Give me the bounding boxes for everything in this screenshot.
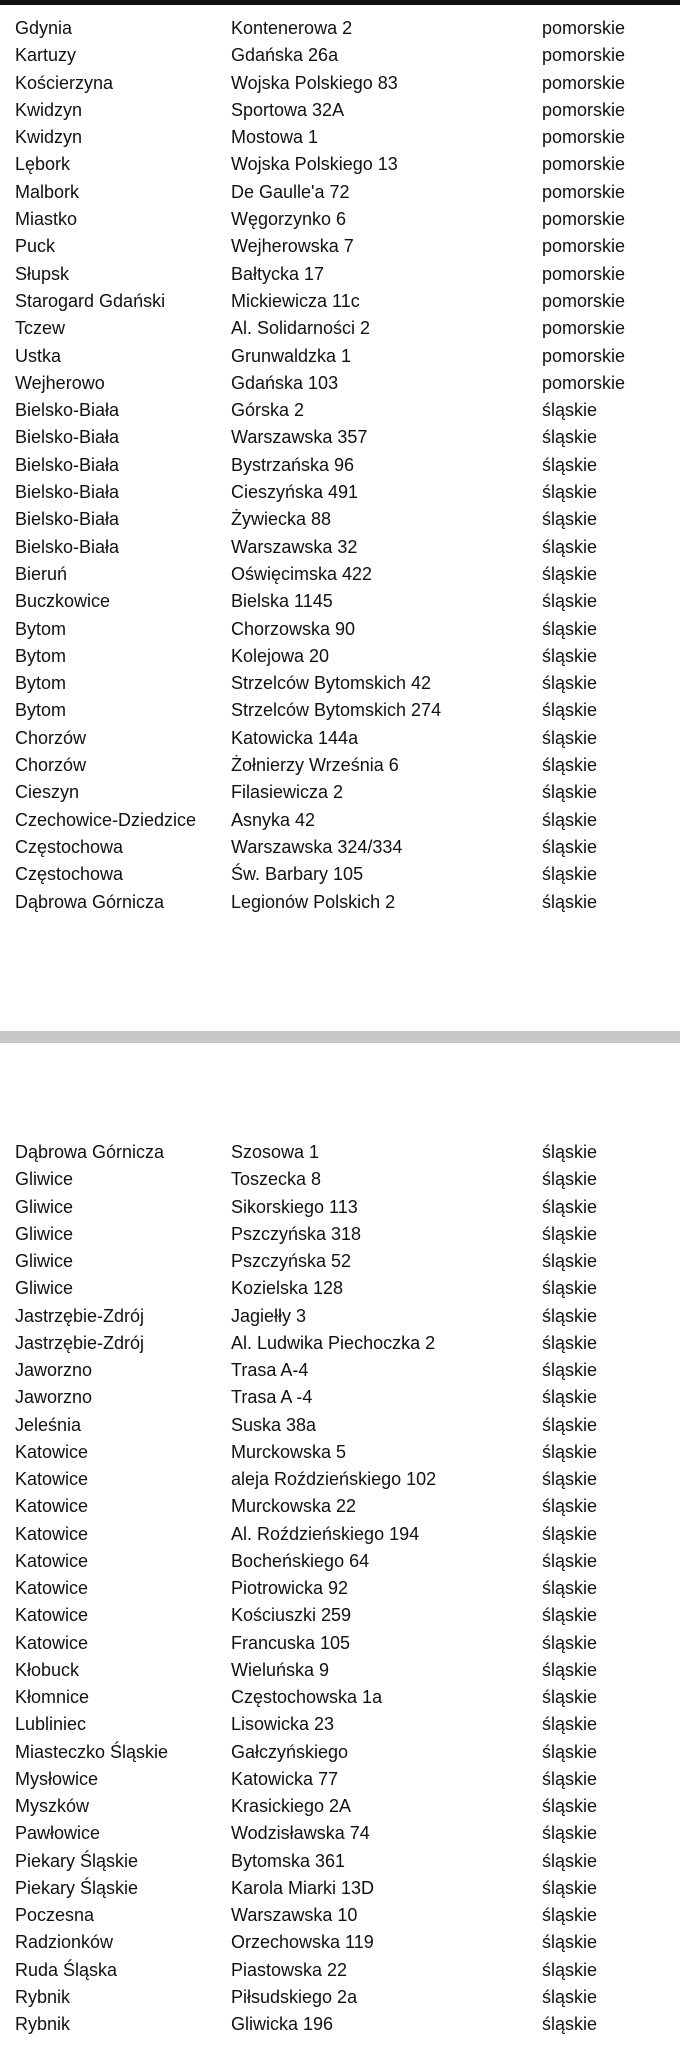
street-cell: Gdańska 26a <box>231 45 339 66</box>
city-cell: Chorzów <box>15 755 87 776</box>
table-row <box>0 124 680 151</box>
table-row <box>0 1929 680 1956</box>
table-row <box>0 452 680 479</box>
region-cell: śląskie <box>542 1278 598 1299</box>
city-cell: Bieruń <box>15 563 68 584</box>
street-cell: Kontenerowa 2 <box>231 18 353 38</box>
city-cell: Katowice <box>15 1605 89 1626</box>
region-cell: śląskie <box>542 1251 598 1271</box>
city-cell: Katowice <box>15 1632 89 1653</box>
table-row <box>0 179 680 206</box>
street-cell: Murckowska 5 <box>231 1441 347 1462</box>
city-cell: Lębork <box>15 154 71 175</box>
city-cell: Bielsko-Biała <box>15 509 120 530</box>
city-cell: Jaworzno <box>15 1387 93 1408</box>
region-cell: śląskie <box>542 618 598 639</box>
city-cell: Bytom <box>15 700 67 721</box>
street-cell: Bystrzańska 96 <box>231 454 355 475</box>
table-row <box>0 1330 680 1357</box>
table-row <box>0 834 680 861</box>
region-cell: śląskie <box>542 1959 598 1980</box>
city-cell: Malbork <box>15 181 80 202</box>
city-cell: Katowice <box>15 1550 89 1571</box>
region-cell: śląskie <box>542 1360 598 1380</box>
city-cell: Katowice <box>15 1578 89 1598</box>
region-cell: śląskie <box>542 809 598 830</box>
street-cell: Pszczyńska 52 <box>231 1251 352 1271</box>
region-cell: pomorskie <box>542 18 626 38</box>
address-table <box>0 15 680 916</box>
street-cell: Suska 38a <box>231 1414 317 1435</box>
city-cell: Poczesna <box>15 1905 95 1925</box>
street-cell: Mostowa 1 <box>231 127 319 148</box>
street-cell: Mickiewicza 11c <box>231 290 360 311</box>
table-row <box>0 42 680 69</box>
table-row <box>0 261 680 288</box>
region-cell: śląskie <box>542 782 598 803</box>
city-cell: Bielsko-Biała <box>15 427 120 448</box>
city-cell: Czechowice-Dziedzice <box>15 809 197 830</box>
street-cell: Gliwicka 196 <box>231 2014 334 2034</box>
table-row <box>0 670 680 697</box>
table-row <box>0 588 680 615</box>
region-cell: śląskie <box>542 1605 598 1626</box>
table-row <box>0 725 680 752</box>
street-cell: Piotrowicka 92 <box>231 1578 349 1598</box>
table-row <box>0 1630 680 1657</box>
city-cell: Bytom <box>15 618 67 639</box>
street-cell: Grunwaldzka 1 <box>231 345 352 366</box>
region-cell: śląskie <box>542 1823 598 1844</box>
document-page-2 <box>0 1043 680 2048</box>
street-cell: Chorzowska 90 <box>231 618 356 639</box>
street-cell: Bytomska 361 <box>231 1850 346 1871</box>
street-cell: Krasickiego 2A <box>231 1796 352 1816</box>
street-cell: Kościuszki 259 <box>231 1605 352 1626</box>
street-cell: Katowicka 144a <box>231 727 359 748</box>
table-row <box>0 1575 680 1602</box>
table-row <box>0 1384 680 1411</box>
city-cell: Katowice <box>15 1523 89 1544</box>
street-cell: Bielska 1145 <box>231 591 333 612</box>
street-cell: Gdańska 103 <box>231 372 339 393</box>
street-cell: Kolejowa 20 <box>231 645 330 666</box>
city-cell: Jastrzębie-Zdrój <box>15 1332 145 1353</box>
street-cell: Piłsudskiego 2a <box>231 1986 358 2007</box>
region-cell: śląskie <box>542 1986 598 2007</box>
table-row <box>0 1684 680 1711</box>
page-separator <box>0 1031 680 1043</box>
table-row <box>0 151 680 178</box>
city-cell: Gliwice <box>15 1169 74 1190</box>
table-row <box>0 1466 680 1493</box>
table-row <box>0 15 680 42</box>
street-cell: Toszecka 8 <box>231 1169 322 1190</box>
region-cell: pomorskie <box>542 236 626 257</box>
table-row <box>0 889 680 916</box>
region-cell: pomorskie <box>542 127 626 148</box>
table-row <box>0 1766 680 1793</box>
region-cell: pomorskie <box>542 154 626 175</box>
table-row <box>0 1820 680 1847</box>
region-cell: śląskie <box>542 727 598 748</box>
region-cell: pomorskie <box>542 99 626 120</box>
street-cell: Warszawska 324/334 <box>231 836 403 857</box>
city-cell: Starogard Gdański <box>15 290 166 311</box>
street-cell: Żywiecka 88 <box>231 509 332 530</box>
region-cell: śląskie <box>542 1496 598 1517</box>
city-cell: Lubliniec <box>15 1714 87 1735</box>
street-cell: Kozielska 128 <box>231 1278 344 1299</box>
table-row <box>0 1248 680 1275</box>
street-cell: Orzechowska 119 <box>231 1932 374 1953</box>
table-row <box>0 370 680 397</box>
region-cell: śląskie <box>542 427 598 448</box>
city-cell: Kościerzyna <box>15 72 114 93</box>
region-cell: śląskie <box>542 1332 598 1353</box>
table-row <box>0 1739 680 1766</box>
street-cell: Szosowa 1 <box>231 1142 320 1162</box>
street-cell: aleja Roździeńskiego 102 <box>231 1469 437 1489</box>
street-cell: Warszawska 32 <box>231 536 358 557</box>
street-cell: Wejherowska 7 <box>231 236 354 257</box>
table-row <box>0 807 680 834</box>
table-row <box>0 1793 680 1820</box>
region-cell: śląskie <box>542 836 598 857</box>
street-cell: Warszawska 10 <box>231 1905 358 1925</box>
city-cell: Piekary Śląskie <box>15 1850 139 1871</box>
table-row <box>0 1657 680 1684</box>
region-cell: pomorskie <box>542 72 626 93</box>
street-cell: Trasa A -4 <box>231 1387 313 1408</box>
region-cell: śląskie <box>542 1441 598 1462</box>
region-cell: pomorskie <box>542 345 626 366</box>
city-cell: Gliwice <box>15 1196 74 1217</box>
region-cell: śląskie <box>542 591 598 612</box>
table-row <box>0 1357 680 1384</box>
region-cell: śląskie <box>542 482 598 503</box>
region-cell: śląskie <box>542 673 598 694</box>
region-cell: śląskie <box>542 700 598 721</box>
region-cell: śląskie <box>542 1632 598 1653</box>
city-cell: Puck <box>15 236 56 257</box>
street-cell: Żołnierzy Września 6 <box>231 755 399 776</box>
region-cell: śląskie <box>542 1169 598 1190</box>
table-row <box>0 1493 680 1520</box>
table-row <box>0 315 680 342</box>
region-cell: pomorskie <box>542 318 626 339</box>
region-cell: śląskie <box>542 1877 598 1898</box>
street-cell: Wojska Polskiego 83 <box>231 72 398 93</box>
street-cell: Katowicka 77 <box>231 1768 339 1789</box>
city-cell: Bielsko-Biała <box>15 536 120 557</box>
city-cell: Miasteczko Śląskie <box>15 1741 169 1762</box>
city-cell: Gliwice <box>15 1223 74 1244</box>
street-cell: Oświęcimska 422 <box>231 563 373 584</box>
street-cell: Wodzisławska 74 <box>231 1823 370 1844</box>
street-cell: Wojska Polskiego 13 <box>231 154 398 175</box>
street-cell: Częstochowska 1a <box>231 1687 383 1707</box>
table-row <box>0 1875 680 1902</box>
city-cell: Tczew <box>15 318 66 339</box>
city-cell: Piekary Śląskie <box>15 1877 139 1898</box>
table-row <box>0 1984 680 2011</box>
region-cell: śląskie <box>542 1387 598 1408</box>
street-cell: Francuska 105 <box>231 1632 351 1653</box>
region-cell: pomorskie <box>542 290 626 311</box>
table-row <box>0 206 680 233</box>
table-row <box>0 1548 680 1575</box>
city-cell: Częstochowa <box>15 864 124 885</box>
region-cell: śląskie <box>542 1932 598 1953</box>
region-cell: śląskie <box>542 645 598 666</box>
street-cell: Warszawska 357 <box>231 427 368 448</box>
region-cell: śląskie <box>542 563 598 584</box>
street-cell: Piastowska 22 <box>231 1959 348 1980</box>
region-cell: śląskie <box>542 1714 598 1735</box>
street-cell: Bocheńskiego 64 <box>231 1550 370 1571</box>
city-cell: Jastrzębie-Zdrój <box>15 1305 145 1326</box>
table-row <box>0 397 680 424</box>
table-row <box>0 1848 680 1875</box>
city-cell: Gdynia <box>15 18 73 38</box>
region-cell: śląskie <box>542 1142 598 1162</box>
table-row <box>0 343 680 370</box>
city-cell: Bielsko-Biała <box>15 400 120 421</box>
region-cell: śląskie <box>542 1305 598 1326</box>
street-cell: Murckowska 22 <box>231 1496 357 1517</box>
region-cell: śląskie <box>542 1687 598 1707</box>
street-cell: Św. Barbary 105 <box>231 864 364 885</box>
region-cell: pomorskie <box>542 45 626 66</box>
street-cell: Cieszyńska 491 <box>231 482 359 503</box>
city-cell: Ruda Śląska <box>15 1959 118 1980</box>
city-cell: Bielsko-Biała <box>15 482 120 503</box>
city-cell: Rybnik <box>15 2014 71 2034</box>
table-row <box>0 1439 680 1466</box>
city-cell: Dąbrowa Górnicza <box>15 891 165 912</box>
city-cell: Kartuzy <box>15 45 77 66</box>
street-cell: Wieluńska 9 <box>231 1659 330 1680</box>
street-cell: Karola Miarki 13D <box>231 1877 375 1898</box>
table-row <box>0 1139 680 1166</box>
street-cell: Jagiełły 3 <box>231 1305 307 1326</box>
city-cell: Dąbrowa Górnicza <box>15 1142 165 1162</box>
region-cell: śląskie <box>542 536 598 557</box>
document-page-1 <box>0 5 680 1031</box>
region-cell: śląskie <box>542 1741 598 1762</box>
table-row <box>0 1957 680 1984</box>
city-cell: Częstochowa <box>15 836 124 857</box>
street-cell: Filasiewicza 2 <box>231 782 344 803</box>
table-row <box>0 643 680 670</box>
city-cell: Jeleśnia <box>15 1414 82 1435</box>
city-cell: Bytom <box>15 645 67 666</box>
table-row <box>0 233 680 260</box>
table-row <box>0 288 680 315</box>
table-row <box>0 616 680 643</box>
region-cell: śląskie <box>542 1850 598 1871</box>
region-cell: śląskie <box>542 1223 598 1244</box>
city-cell: Myszków <box>15 1796 90 1816</box>
table-row <box>0 1166 680 1193</box>
city-cell: Miastko <box>15 209 78 230</box>
street-cell: Al. Roździeńskiego 194 <box>231 1523 420 1544</box>
street-cell: Sportowa 32A <box>231 99 345 120</box>
table-row <box>0 534 680 561</box>
region-cell: pomorskie <box>542 209 626 230</box>
city-cell: Mysłowice <box>15 1768 99 1789</box>
street-cell: Węgorzynko 6 <box>231 209 347 230</box>
city-cell: Kłomnice <box>15 1687 90 1707</box>
table-row <box>0 697 680 724</box>
city-cell: Katowice <box>15 1469 89 1489</box>
street-cell: Al. Solidarności 2 <box>231 318 371 339</box>
region-cell: śląskie <box>542 891 598 912</box>
region-cell: śląskie <box>542 509 598 530</box>
city-cell: Wejherowo <box>15 372 105 393</box>
city-cell: Pawłowice <box>15 1823 101 1844</box>
city-cell: Bielsko-Biała <box>15 454 120 475</box>
table-row <box>0 861 680 888</box>
street-cell: Górska 2 <box>231 400 305 421</box>
table-row <box>0 779 680 806</box>
region-cell: śląskie <box>542 400 598 421</box>
region-cell: śląskie <box>542 755 598 776</box>
city-cell: Jaworzno <box>15 1360 93 1380</box>
table-row <box>0 1521 680 1548</box>
table-row <box>0 506 680 533</box>
city-cell: Ustka <box>15 345 62 366</box>
street-cell: Strzelców Bytomskich 42 <box>231 673 432 694</box>
street-cell: Strzelców Bytomskich 274 <box>231 700 442 721</box>
address-table <box>0 1139 680 2038</box>
street-cell: Sikorskiego 113 <box>231 1196 358 1217</box>
region-cell: śląskie <box>542 2014 598 2034</box>
region-cell: śląskie <box>542 1550 598 1571</box>
city-cell: Bytom <box>15 673 67 694</box>
street-cell: Trasa A-4 <box>231 1360 309 1380</box>
table-row <box>0 1902 680 1929</box>
table-row <box>0 479 680 506</box>
city-cell: Słupsk <box>15 263 70 284</box>
table-row <box>0 2011 680 2038</box>
street-cell: De Gaulle'a 72 <box>231 181 350 202</box>
city-cell: Kłobuck <box>15 1659 80 1680</box>
city-cell: Kwidzyn <box>15 127 83 148</box>
table-row <box>0 1221 680 1248</box>
table-row <box>0 97 680 124</box>
street-cell: Lisowicka 23 <box>231 1714 335 1735</box>
region-cell: śląskie <box>542 1414 598 1435</box>
city-cell: Gliwice <box>15 1251 74 1271</box>
city-cell: Katowice <box>15 1441 89 1462</box>
table-row <box>0 1275 680 1302</box>
table-row <box>0 1602 680 1629</box>
region-cell: śląskie <box>542 1196 598 1217</box>
region-cell: pomorskie <box>542 372 626 393</box>
city-cell: Buczkowice <box>15 591 111 612</box>
region-cell: pomorskie <box>542 263 626 284</box>
table-row <box>0 1711 680 1738</box>
city-cell: Kwidzyn <box>15 99 83 120</box>
table-row <box>0 561 680 588</box>
table-row <box>0 424 680 451</box>
table-row <box>0 70 680 97</box>
region-cell: pomorskie <box>542 181 626 202</box>
city-cell: Cieszyn <box>15 782 80 803</box>
street-cell: Gałczyńskiego <box>231 1741 349 1762</box>
region-cell: śląskie <box>542 454 598 475</box>
table-row <box>0 1194 680 1221</box>
region-cell: śląskie <box>542 1659 598 1680</box>
city-cell: Gliwice <box>15 1278 74 1299</box>
city-cell: Katowice <box>15 1496 89 1517</box>
street-cell: Pszczyńska 318 <box>231 1223 362 1244</box>
street-cell: Bałtycka 17 <box>231 263 325 284</box>
region-cell: śląskie <box>542 1905 598 1925</box>
table-row <box>0 1412 680 1439</box>
street-cell: Legionów Polskich 2 <box>231 891 396 912</box>
city-cell: Radzionków <box>15 1932 114 1953</box>
region-cell: śląskie <box>542 1578 598 1598</box>
street-cell: Asnyka 42 <box>231 809 316 830</box>
region-cell: śląskie <box>542 1768 598 1789</box>
region-cell: śląskie <box>542 1796 598 1816</box>
region-cell: śląskie <box>542 1523 598 1544</box>
region-cell: śląskie <box>542 864 598 885</box>
table-row <box>0 1303 680 1330</box>
city-cell: Chorzów <box>15 727 87 748</box>
table-row <box>0 752 680 779</box>
region-cell: śląskie <box>542 1469 598 1489</box>
city-cell: Rybnik <box>15 1986 71 2007</box>
street-cell: Al. Ludwika Piechoczka 2 <box>231 1332 436 1353</box>
